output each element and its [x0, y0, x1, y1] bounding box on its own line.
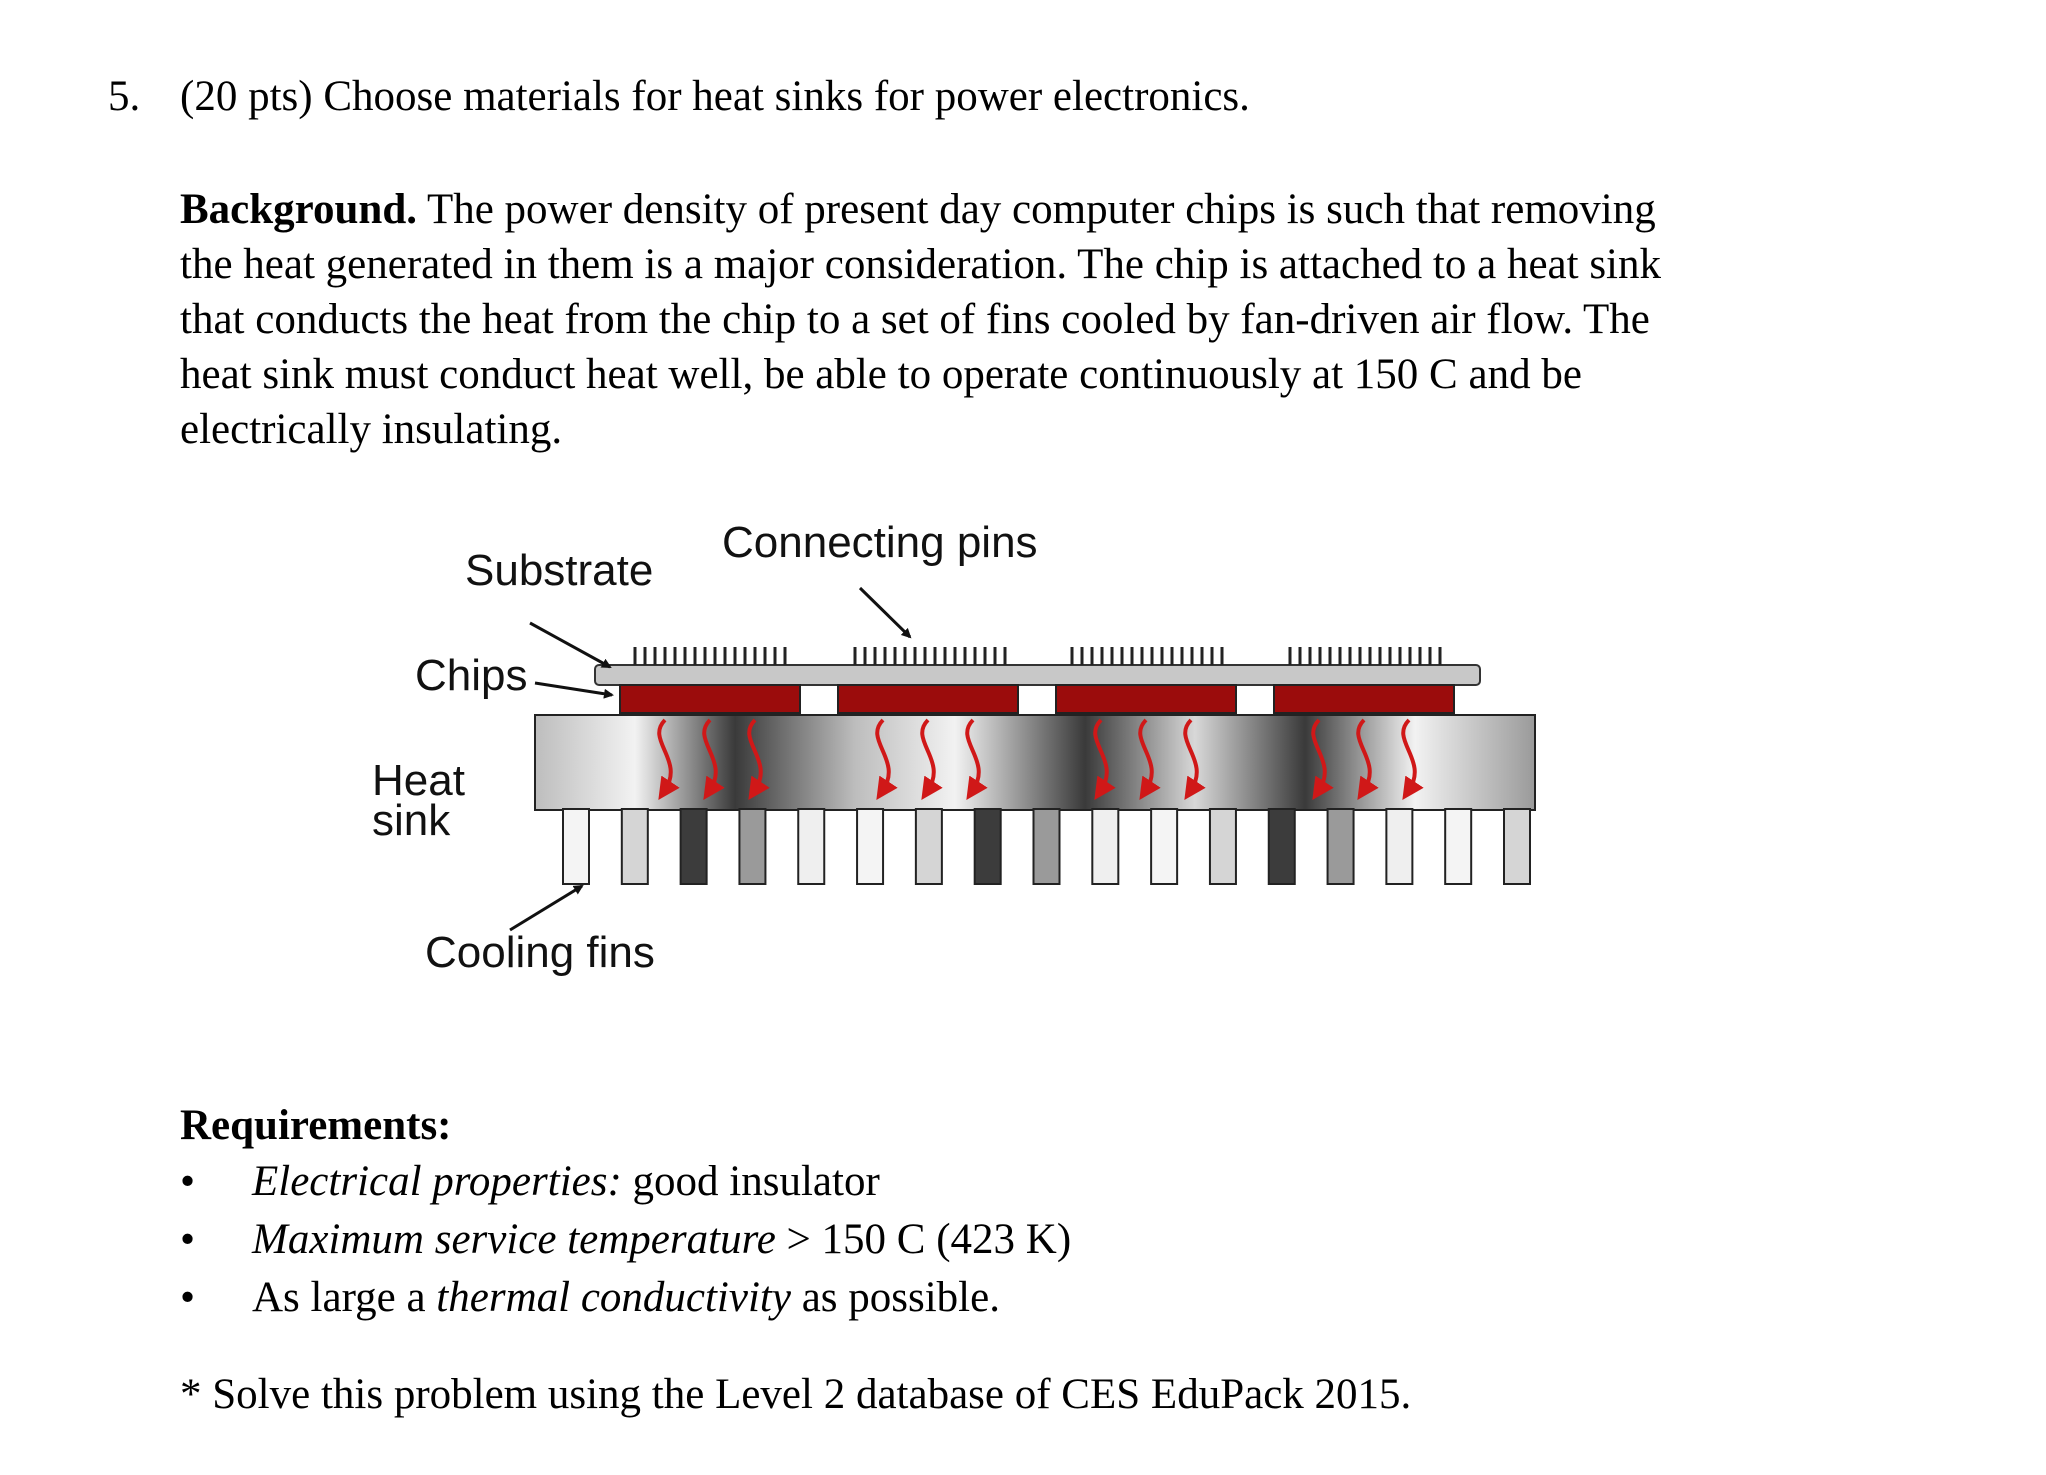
connecting-pins-pointer-arrow: [860, 588, 910, 637]
cooling-fin: [681, 809, 707, 884]
background-paragraph: [180, 182, 1820, 457]
pin-group: [855, 647, 1005, 665]
cooling-fin: [1328, 809, 1354, 884]
requirement-item: [180, 1153, 880, 1211]
cooling-fin: [916, 809, 942, 884]
pin-group: [1072, 647, 1222, 665]
label-chips: Chips: [415, 651, 528, 700]
cooling-fin: [975, 809, 1001, 884]
label-cooling-fins: Cooling fins: [425, 928, 655, 977]
requirement-italic: thermal conductivity: [436, 1274, 791, 1321]
requirement-text: good insulator: [621, 1158, 880, 1205]
label-heat-sink: Heat: [372, 756, 465, 805]
cooling-fin: [798, 809, 824, 884]
question-header: [108, 72, 1250, 121]
question-number: 5.: [108, 73, 141, 120]
background-line: electrically insulating.: [180, 406, 563, 453]
cooling-fin: [1092, 809, 1118, 884]
requirement-item: [180, 1211, 1072, 1269]
bullet: •: [180, 1158, 196, 1205]
cooling-fin: [1034, 809, 1060, 884]
heat-sink-diagram: [350, 505, 1550, 1005]
bullet: •: [180, 1274, 196, 1321]
chip: [620, 685, 800, 713]
chips: [620, 685, 1454, 713]
chip: [838, 685, 1018, 713]
chip: [1056, 685, 1236, 713]
cooling-fin: [1445, 809, 1471, 884]
chip: [1274, 685, 1454, 713]
pin-group: [635, 647, 785, 665]
cooling-fin: [1386, 809, 1412, 884]
requirement-item: [180, 1269, 1000, 1327]
cooling-fin: [1210, 809, 1236, 884]
cooling-fins: [563, 809, 1530, 884]
label-substrate: Substrate: [465, 546, 654, 595]
background-label: Background.: [180, 186, 417, 233]
background-line: The power density of present day computer chips is such that removing: [416, 186, 1656, 233]
substrate-pointer-arrow: [530, 623, 610, 667]
requirement-text: as possible.: [790, 1274, 1000, 1321]
label-heat-sink: sink: [372, 796, 451, 845]
cooling-fins-pointer-arrow: [510, 886, 582, 930]
cooling-fin: [563, 809, 589, 884]
background-line: heat sink must conduct heat well, be able to operate continuously at 150 C and be: [180, 351, 1582, 398]
label-connecting-pins: Connecting pins: [722, 518, 1038, 567]
connecting-pins: [635, 647, 1440, 665]
bullet: •: [180, 1216, 196, 1263]
background-line: the heat generated in them is a major consideration. The chip is attached to a heat sink: [180, 241, 1662, 288]
heat-sink-body: [535, 715, 1535, 884]
background-line: that conducts the heat from the chip to a set of fins cooled by fan-driven air flow. The: [180, 296, 1650, 343]
cooling-fin: [1151, 809, 1177, 884]
requirement-italic: Electrical properties:: [252, 1158, 622, 1205]
requirement-text: > 150 C (423 K): [775, 1216, 1072, 1263]
cooling-fin: [1504, 809, 1530, 884]
question-title: (20 pts) Choose materials for heat sinks for power electronics.: [180, 73, 1250, 120]
pin-group: [1290, 647, 1440, 665]
cooling-fin: [1269, 809, 1295, 884]
cooling-fin: [622, 809, 648, 884]
cooling-fin: [739, 809, 765, 884]
requirements-heading: Requirements:: [180, 1102, 452, 1149]
footnote: * Solve this problem using the Level 2 database of CES EduPack 2015.: [180, 1371, 1412, 1418]
requirement-text: As large a: [252, 1274, 437, 1321]
substrate: [595, 665, 1480, 685]
cooling-fin: [857, 809, 883, 884]
requirements-section: [180, 1098, 1072, 1327]
requirement-italic: Maximum service temperature: [252, 1216, 776, 1263]
